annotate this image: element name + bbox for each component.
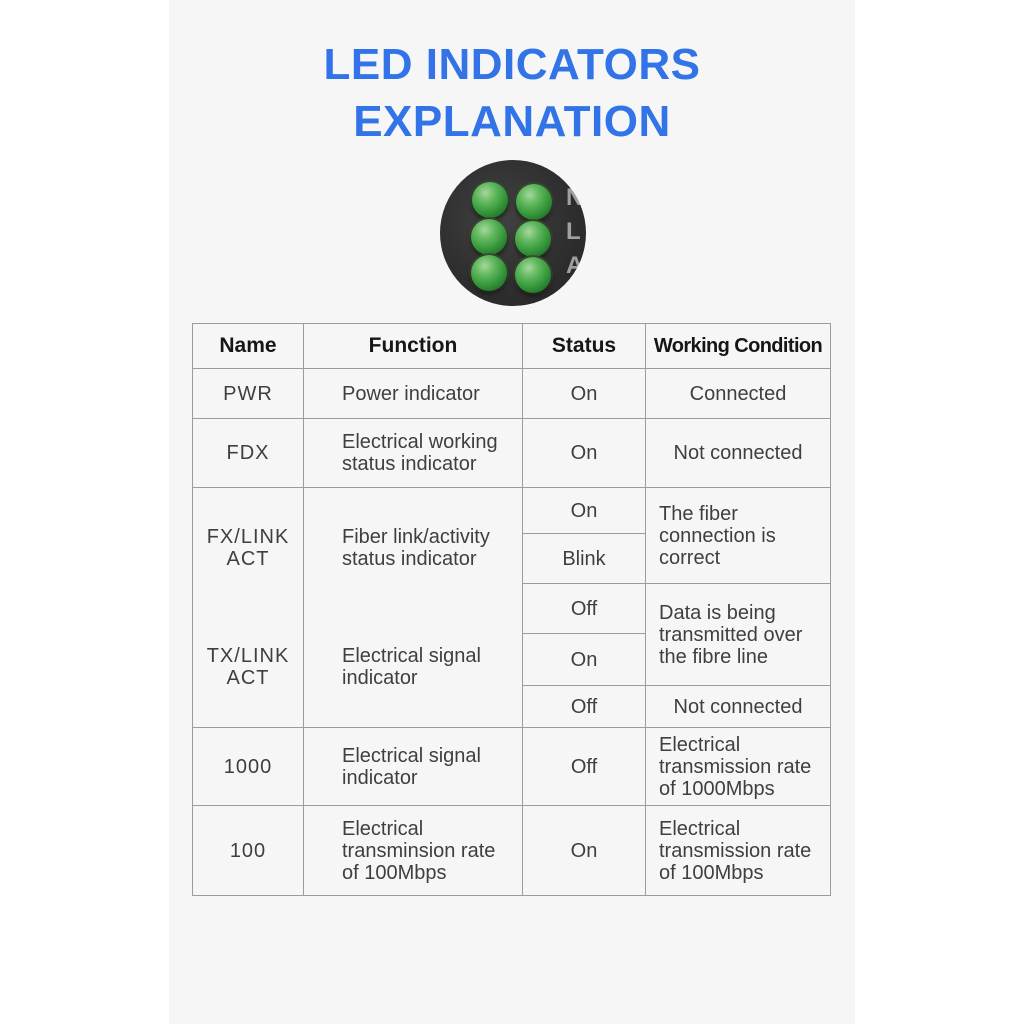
content-panel bbox=[169, 0, 855, 1024]
table-row-fdx bbox=[193, 419, 831, 488]
cell-function-fiber-link: Fiber link/activity status indicator bbox=[342, 525, 490, 570]
column-header-working-condition: Working Condition bbox=[646, 324, 831, 369]
cell-condition: The fiber connection is correct bbox=[646, 488, 831, 584]
panel-print-letter: L bbox=[566, 218, 581, 245]
panel-print-letter: N bbox=[566, 184, 584, 211]
cell-status: Off bbox=[523, 686, 646, 728]
panel-print-letter: D bbox=[566, 284, 584, 306]
table-row-fx-link-act bbox=[193, 488, 831, 534]
led-bulb bbox=[471, 255, 507, 291]
page-title-line-2: EXPLANATION bbox=[353, 97, 671, 146]
led-bulb bbox=[472, 182, 508, 218]
table-row-1000 bbox=[193, 728, 831, 806]
cell-condition: Not connected bbox=[646, 686, 831, 728]
cell-function-electrical-signal: Electrical signal indicator bbox=[342, 645, 481, 690]
cell-status: On bbox=[523, 419, 646, 488]
column-header-status: Status bbox=[523, 324, 646, 369]
cell-name: 1000 bbox=[193, 728, 304, 806]
cell-status: Off bbox=[523, 584, 646, 634]
cell-name-merged bbox=[193, 488, 304, 728]
led-indicators-table bbox=[192, 323, 831, 896]
led-bulb bbox=[515, 221, 551, 257]
cell-status: Off bbox=[523, 728, 646, 806]
cell-condition: Connected bbox=[646, 369, 831, 419]
led-bulb bbox=[515, 257, 551, 293]
cell-condition: Electrical transmission rate of 1000Mbps bbox=[646, 728, 831, 806]
panel-print-letter: A bbox=[566, 252, 584, 279]
column-header-function: Function bbox=[304, 324, 523, 369]
cell-function-merged bbox=[304, 488, 523, 728]
cell-function: Power indicator bbox=[304, 369, 523, 419]
table-row-100 bbox=[193, 806, 831, 896]
cell-condition: Electrical transmission rate of 100Mbps bbox=[646, 806, 831, 896]
table-header-row bbox=[193, 324, 831, 369]
cell-name: 100 bbox=[193, 806, 304, 896]
cell-name-tx-link-act: TX/LINK ACT bbox=[206, 645, 290, 690]
cell-status: On bbox=[523, 634, 646, 686]
cell-status: On bbox=[523, 806, 646, 896]
column-header-name: Name bbox=[193, 324, 304, 369]
cell-name-fx-link-act: FX/LINK ACT bbox=[206, 525, 290, 570]
cell-condition: Not connected bbox=[646, 419, 831, 488]
cell-function: Electrical working status indicator bbox=[304, 419, 523, 488]
cell-function: Electrical transminsion rate of 100Mbps bbox=[304, 806, 523, 896]
page-title bbox=[169, 36, 855, 150]
cell-name: PWR bbox=[193, 369, 304, 419]
cell-name: FDX bbox=[193, 419, 304, 488]
cell-condition: Data is being transmitted over the fibre line bbox=[646, 584, 831, 686]
cell-function: Electrical signal indicator bbox=[304, 728, 523, 806]
cell-status: On bbox=[523, 488, 646, 534]
led-bulb bbox=[516, 184, 552, 220]
led-bulb bbox=[471, 219, 507, 255]
page-title-line-1: LED INDICATORS bbox=[323, 40, 701, 89]
cell-status: Blink bbox=[523, 534, 646, 584]
table-row-pwr bbox=[193, 369, 831, 419]
cell-status: On bbox=[523, 369, 646, 419]
led-photo bbox=[440, 160, 586, 306]
